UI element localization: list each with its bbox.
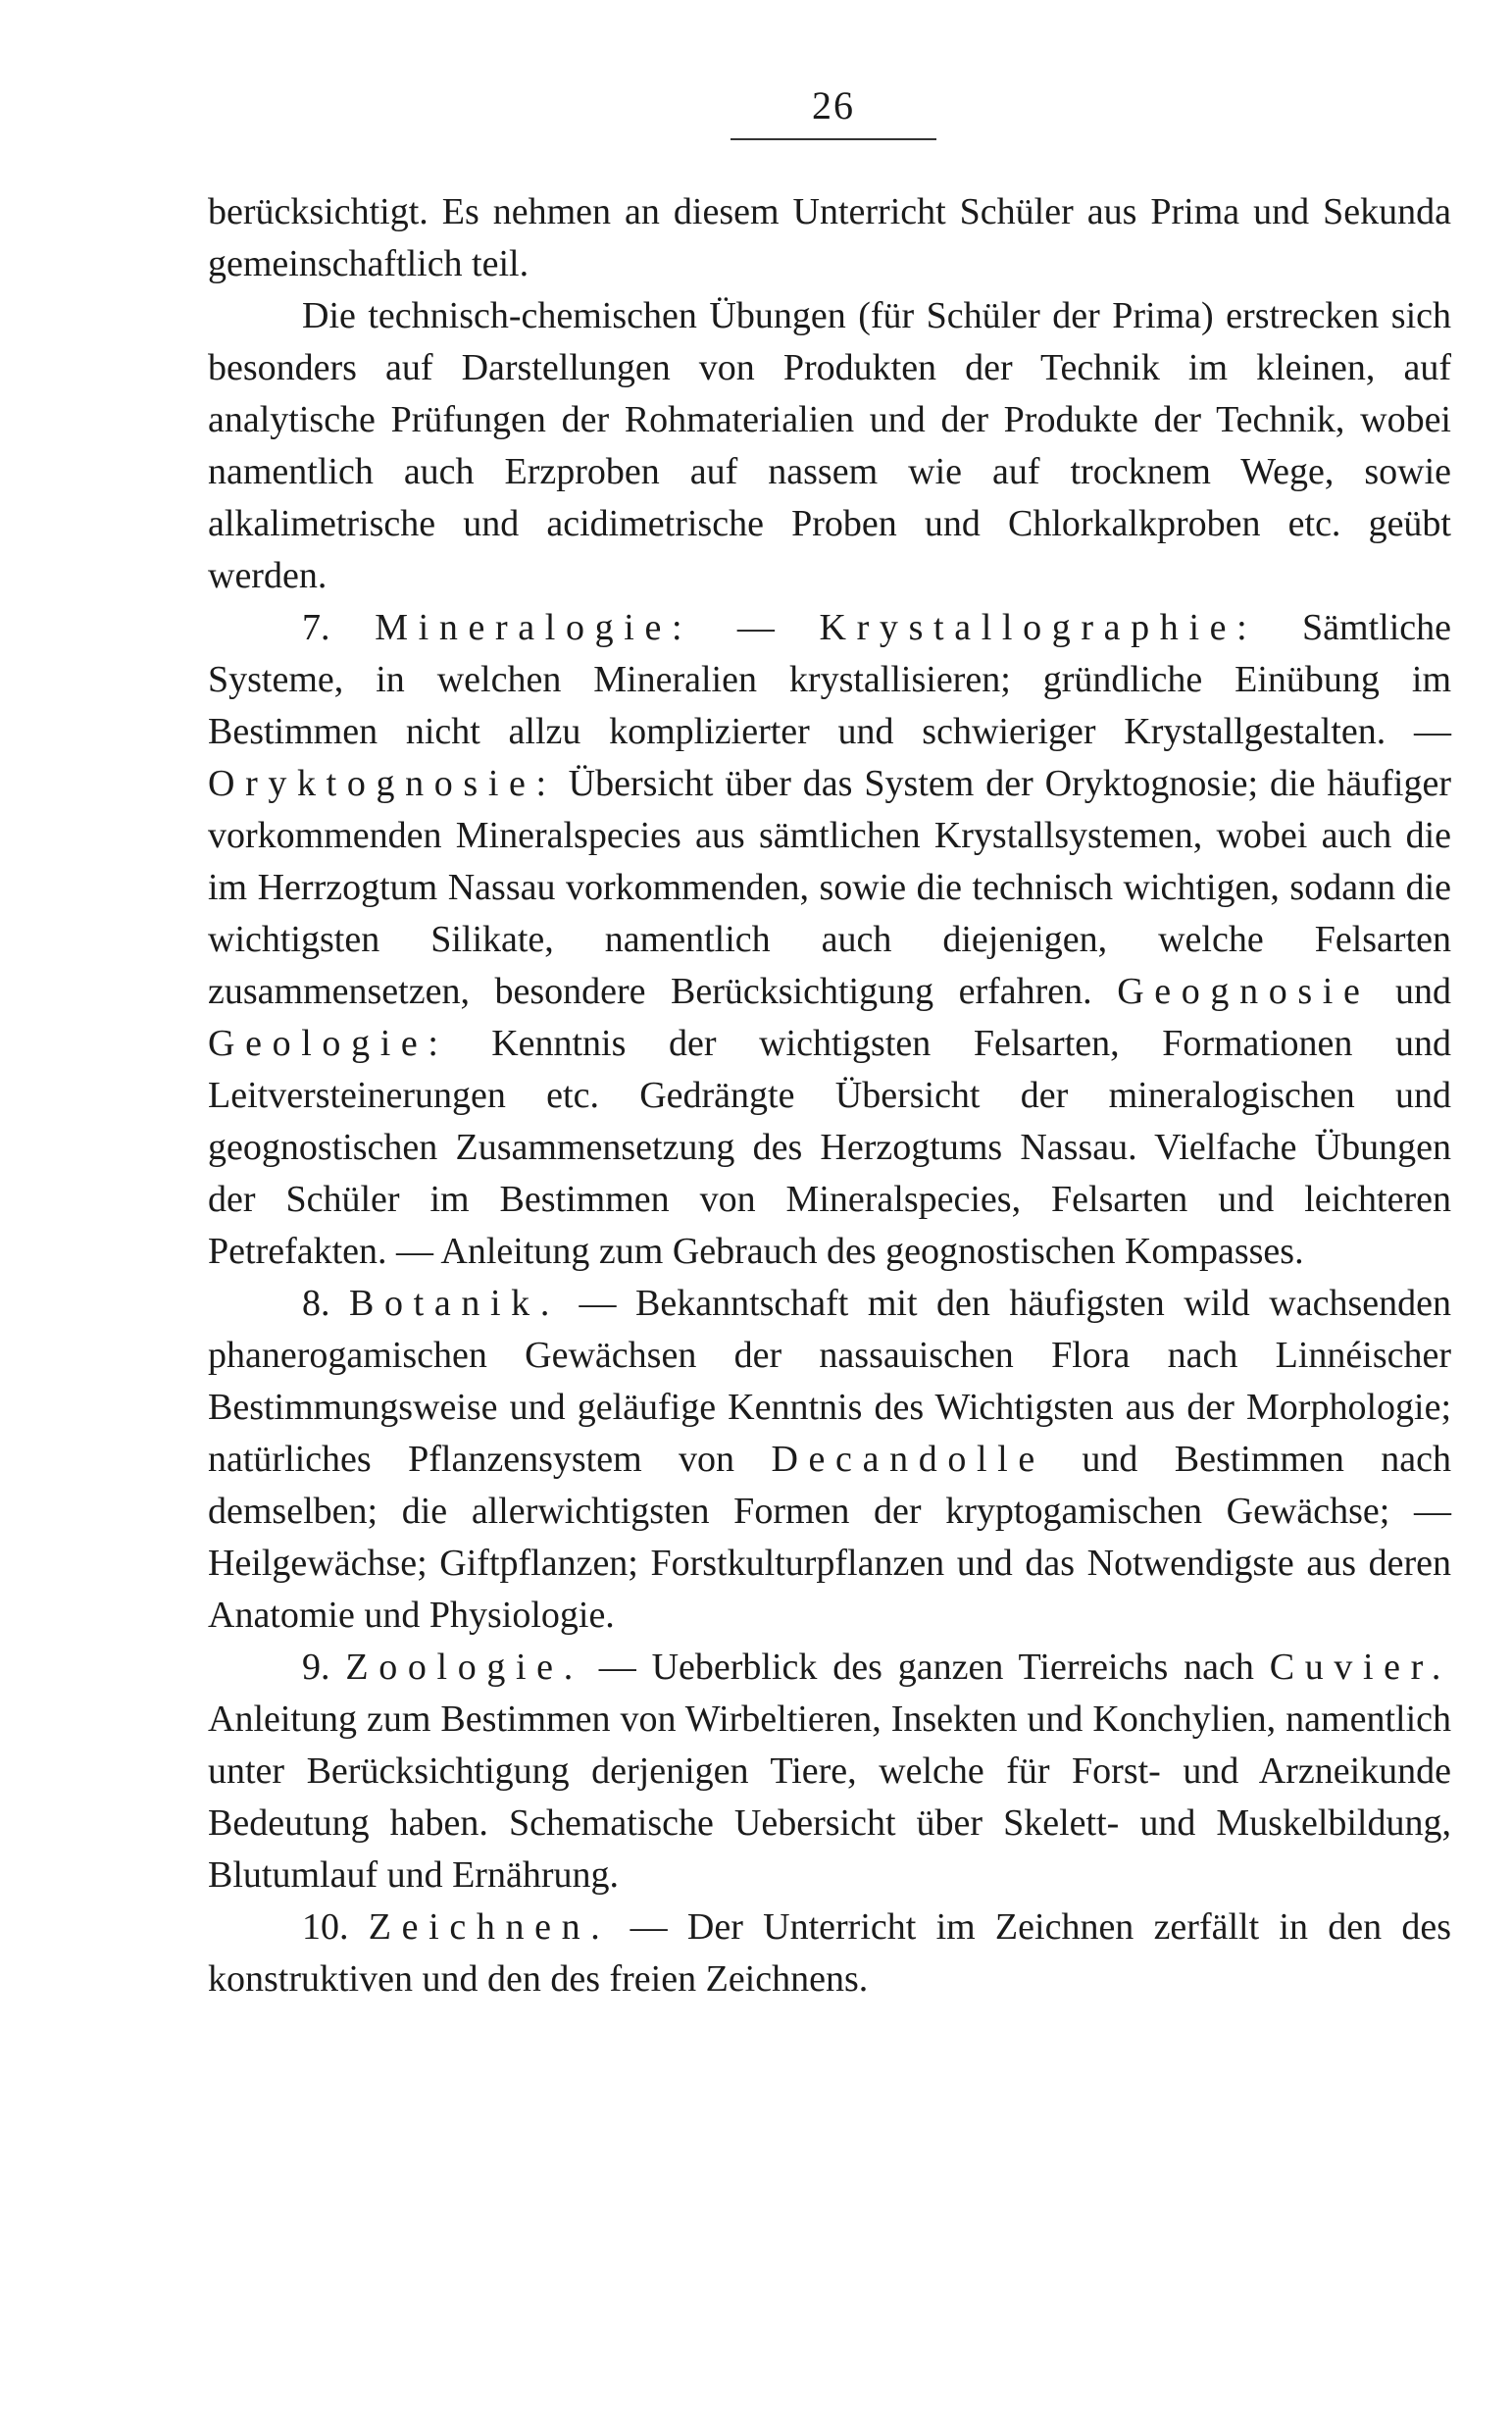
section-text: und <box>1370 971 1452 1012</box>
section-number: 9. <box>302 1647 330 1688</box>
section-text: — <box>692 607 820 648</box>
header-rule <box>731 138 936 140</box>
body-text <box>208 186 1451 2005</box>
name-decandolle: Decandolle <box>771 1439 1045 1480</box>
subheading-oryktognosie: Oryktognosie: <box>208 763 557 804</box>
section-text: — Bekanntschaft mit den häufigsten wild wachsenden phanerogamischen Gewächsen der nassauischen Flora nach Linnéischer Bestimmungsweise und geläufige Kenntnis des Wichtigsten aus der Morphologie; natürliches Pflanzensystem von <box>208 1283 1452 1480</box>
subheading-geognosie: Geognosie <box>1117 971 1371 1012</box>
section-text: Anleitung zum Bestimmen von Wirbeltieren, Insekten und Konchylien, namentlich unter Berücksichtigung derjenigen Tiere, welche für Forst- und Arzneikunde Bedeutung haben. Schematische Uebersicht über Skelett- und Muskelbildung, Blutumlauf und Ernährung. <box>208 1699 1451 1896</box>
section-drawing <box>208 1902 1451 2005</box>
section-text: Sämtliche Systeme, in welchen Mineralien krystallisieren; gründliche Einübung im Bestimmen nicht allzu komplizierter und schwieriger Krystallgestalten. — <box>208 607 1452 752</box>
section-botany <box>208 1278 1451 1642</box>
section-heading: Zeichnen. <box>368 1906 611 1948</box>
paragraph-continuation: berücksichtigt. Es nehmen an diesem Unterricht Schüler aus Prima und Sekunda gemeinschaftlich teil. <box>208 191 1451 284</box>
section-heading: Zoologie. <box>345 1647 583 1688</box>
section-text: — Ueberblick des ganzen Tierreichs nach <box>582 1647 1270 1688</box>
section-number: 8. <box>302 1283 330 1324</box>
section-text: — Der Unterricht im Zeichnen zerfällt in den des konstruktiven und den des freien Zeichnens. <box>208 1906 1452 2000</box>
name-cuvier: Cuvier. <box>1269 1647 1452 1688</box>
section-mineralogy <box>208 602 1451 1278</box>
section-text: Übersicht über das System der Oryktognosie; die häufiger vorkommenden Mineralspecies aus sämtlichen Krystallsystemen, wobei auch die im Herrzogtum Nassau vorkommenden, sowie die technisch wichtigen, sodann die wichtigsten Silikate, namentlich auch diejenigen, welche Felsarten zusammensetzen, besondere Berücksichtigung erfahren. <box>208 763 1451 1012</box>
section-number: 7. <box>302 607 330 648</box>
subheading-krystallographie: Krystallographie: <box>819 607 1258 648</box>
section-heading: Botanik. <box>349 1283 560 1324</box>
paragraph-chemistry-exercises: Die technisch-chemischen Übungen (für Schüler der Prima) erstrecken sich besonders auf Darstellungen von Produkten der Technik im kleinen, auf analytische Prüfungen der Rohmaterialien und der Produkte der Technik, wobei namentlich auch Erzproben auf nassem wie auf trocknem Wege, sowie alkalimetrische und acidimetrische Proben und Chlorkalkproben etc. geübt werden. <box>208 295 1451 596</box>
section-number: 10. <box>302 1906 349 1948</box>
section-text: Kenntnis der wichtigsten Felsarten, Formationen und Leitversteinerungen etc. Gedrängte Übersicht der mineralogischen und geognostischen Zusammensetzung des Herzogtums Nassau. Vielfache Übungen der Schüler im Bestimmen von Mineralspecies, Felsarten und leichteren Petrefakten. — Anleitung zum Gebrauch des geognostischen Kompasses. <box>208 1023 1451 1272</box>
section-heading: Mineralogie: <box>375 607 693 648</box>
subheading-geologie: Geologie: <box>208 1023 449 1064</box>
section-text: und Bestimmen nach demselben; die allerwichtigsten Formen der kryptogamischen Gewächse; — Heilgewächse; Giftpflanzen; Forstkulturpflanzen und das Notwendigste aus deren Anatomie und Physiologie. <box>208 1439 1451 1636</box>
page-number: 26 <box>812 83 855 127</box>
section-zoology <box>208 1642 1451 1902</box>
